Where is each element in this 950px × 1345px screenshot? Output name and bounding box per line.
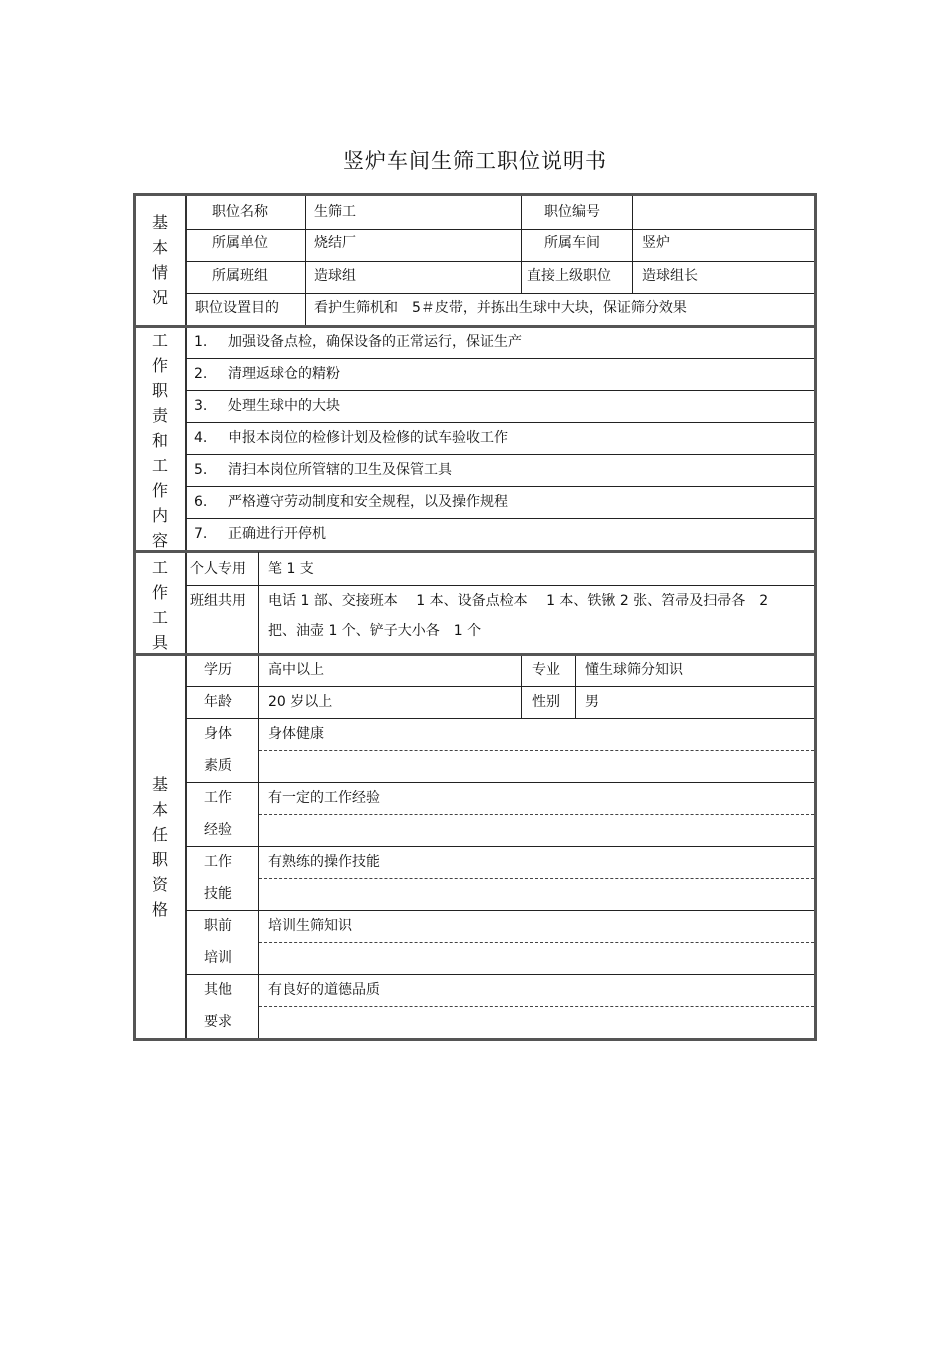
skill-label-line2: 技能: [204, 886, 232, 902]
personal-tools-value: 笔 1 支: [268, 561, 314, 577]
unit-value: 烧结厂: [314, 235, 356, 251]
page-title: 竖炉车间生筛工职位说明书: [343, 149, 607, 173]
experience-label-line2: 经验: [204, 822, 232, 838]
section-label-qualifications: 基本任职资格: [151, 775, 168, 919]
training-label-line1: 职前: [204, 918, 232, 934]
section-label-duties: 工作职责和工作内容: [151, 331, 168, 550]
supervisor-label: 直接上级职位: [527, 268, 611, 284]
duty-item: 4. 申报本岗位的检修计划及检修的试车验收工作: [194, 430, 508, 446]
experience-label-line1: 工作: [204, 790, 232, 806]
section-label-basic: 基本情况: [151, 213, 168, 307]
education-label: 学历: [204, 662, 232, 678]
group-tools-line1: 电话 1 部、交接班本 1 本、设备点检本 1 本、铁锹 2 张、笤帚及扫帚各 2: [268, 593, 769, 609]
workshop-label: 所属车间: [544, 235, 600, 251]
other-value: 有良好的道德品质: [268, 982, 380, 998]
duty-item: 3. 处理生球中的大块: [194, 398, 340, 414]
personal-tools-label: 个人专用: [190, 561, 246, 577]
unit-label: 所属单位: [212, 235, 268, 251]
duty-item: 6. 严格遵守劳动制度和安全规程，以及操作规程: [194, 494, 508, 510]
job-description-table: [133, 193, 817, 1041]
position-name-label: 职位名称: [212, 204, 268, 220]
purpose-label: 职位设置目的: [195, 300, 279, 316]
training-label-line2: 培训: [204, 950, 232, 966]
other-label-line1: 其他: [204, 982, 232, 998]
gender-label: 性别: [532, 694, 560, 710]
experience-value: 有一定的工作经验: [268, 790, 380, 806]
workshop-value: 竖炉: [642, 235, 670, 251]
training-value: 培训生筛知识: [268, 918, 352, 934]
skill-label-line1: 工作: [204, 854, 232, 870]
section-label-tools: 工作工具: [151, 558, 168, 652]
duty-item: 1. 加强设备点检，确保设备的正常运行，保证生产: [194, 334, 522, 350]
group-tools-label: 班组共用: [190, 593, 246, 609]
duty-item: 5. 清扫本岗位所管辖的卫生及保管工具: [194, 462, 452, 478]
purpose-value: 看护生筛机和 5＃皮带，并拣出生球中大块，保证筛分效果: [314, 300, 687, 316]
physical-value: 身体健康: [268, 726, 324, 742]
age-value: 20 岁以上: [268, 694, 333, 710]
skill-value: 有熟练的操作技能: [268, 854, 380, 870]
major-label: 专业: [532, 662, 560, 678]
team-label: 所属班组: [212, 268, 268, 284]
supervisor-value: 造球组长: [642, 268, 698, 284]
duty-item: 2. 清理返球仓的精粉: [194, 366, 340, 382]
physical-label-line2: 素质: [204, 758, 232, 774]
physical-label-line1: 身体: [204, 726, 232, 742]
education-value: 高中以上: [268, 662, 324, 678]
team-value: 造球组: [314, 268, 356, 284]
position-name-value: 生筛工: [314, 204, 356, 220]
group-tools-line2: 把、油壶 1 个、铲子大小各 1 个: [268, 623, 482, 639]
gender-value: 男: [585, 694, 599, 710]
other-label-line2: 要求: [204, 1014, 232, 1030]
major-value: 懂生球筛分知识: [585, 662, 683, 678]
position-code-label: 职位编号: [544, 204, 600, 220]
age-label: 年龄: [204, 694, 232, 710]
duty-item: 7. 正确进行开停机: [194, 526, 326, 542]
